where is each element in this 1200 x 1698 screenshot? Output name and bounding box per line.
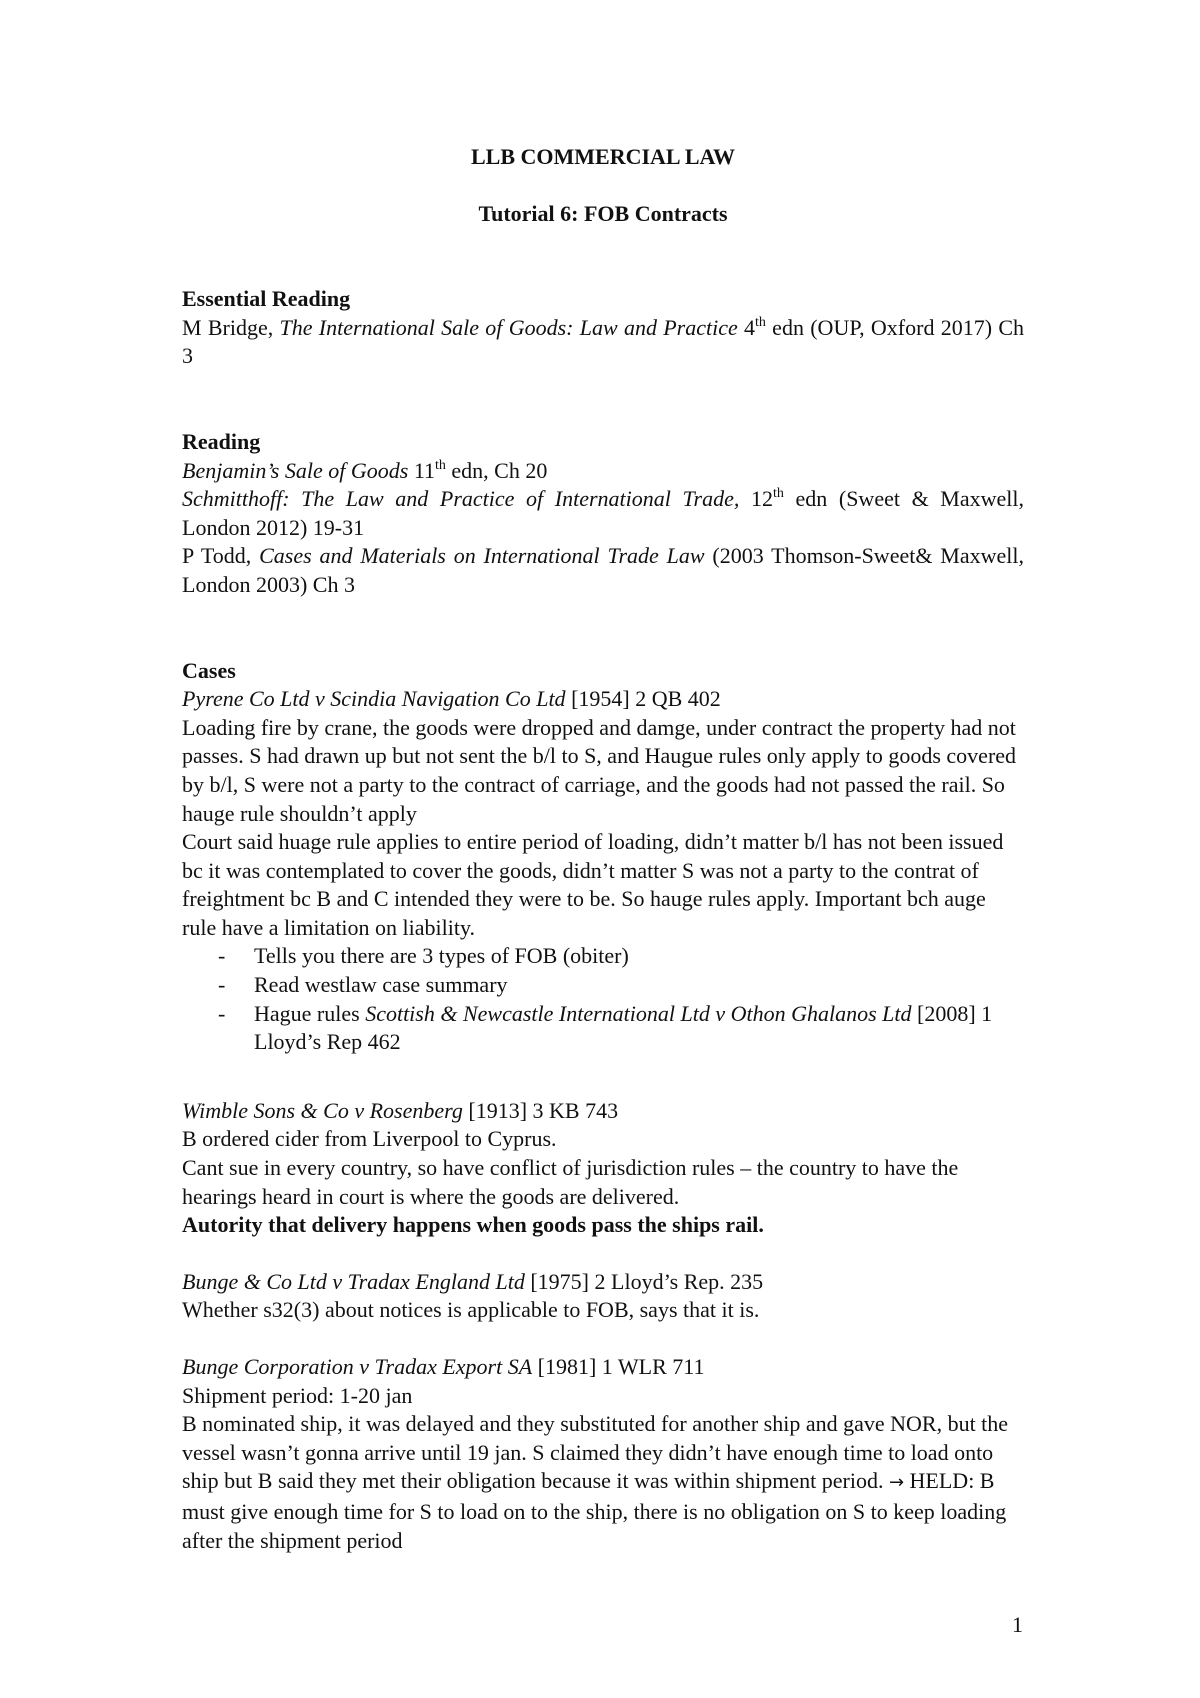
essential-reading-heading: Essential Reading [182,286,351,312]
case-name: Pyrene Co Ltd v Scindia Navigation Co Ltd [182,686,566,712]
cases-heading: Cases [182,657,236,683]
case-name: Wimble Sons & Co v Rosenberg [182,1097,463,1123]
list-item: - Tells you there are 3 types of FOB (obiter) [218,943,629,969]
case-note: B nominated ship, it was delayed and they substituted for another ship and gave NOR, but the vessel wasn’t gonna arrive until 19 jan. S claimed they didn’t have enough time to load onto ship but B said they met their obligation because it was within shipment period. → HELD: B must give enough time for S to load on to the ship, there is no obligation on S to keep loading after the shipment period [182,1411,1009,1553]
case-note: Shipment period: 1-20 jan [182,1382,413,1408]
case-citation: Bunge Corporation v Tradax Export SA [1981] 1 WLR 711 [182,1354,705,1379]
case-note: Cant sue in every country, so have conflict of jurisdiction rules – the country to have the hearings heard in court is where the goods are delivered. [182,1155,959,1209]
tutorial-title: Tutorial 6: FOB Contracts [478,200,728,226]
case-note: Court said huage rule applies to entire period of loading, didn’t matter b/l has not been issued bc it was contemplated to cover the goods, didn’t matter S was not a party to the contrat of freightment bc B and C intended they were to be. So hauge rules apply. Important bch auge rule have a limitation on liability. [182,829,1004,940]
reading-item: Benjamin’s Sale of Goods 11th edn, Ch 20 [182,457,548,483]
document-title: LLB COMMERCIAL LAW [470,144,736,169]
page-number: 1 [1012,1612,1023,1637]
case-citation: Pyrene Co Ltd v Scindia Navigation Co Ltd [1954] 2 QB 402 [182,686,721,712]
case-bullet-list [182,942,1024,1056]
case-note: B ordered cider from Liverpool to Cyprus. [182,1126,557,1152]
reading-item: Schmitthoff: The Law and Practice of International Trade, 12th edn (Sweet & Maxwell, London 2012) 19-31 [182,486,1025,540]
reading-heading: Reading [182,428,261,454]
reading-item: P Todd, Cases and Materials on International Trade Law (2003 Thomson-Sweet& Maxwell, London 2003) Ch 3 [182,543,1024,597]
case-name: Bunge Corporation v Tradax Export SA [182,1354,533,1379]
case-citation: Wimble Sons & Co v Rosenberg [1913] 3 KB 743 [182,1097,619,1123]
list-item: - Hague rules Scottish & Newcastle International Ltd v Othon Ghalanos Ltd [2008] 1 Lloyd’s Rep 462 [218,1000,993,1055]
case-note: Whether s32(3) about notices is applicable to FOB, says that it is. [182,1297,760,1323]
case-holding: Autority that delivery happens when goods pass the ships rail. [182,1212,764,1238]
case-name: Bunge & Co Ltd v Tradax England Ltd [182,1268,525,1294]
case-citation: Bunge & Co Ltd v Tradax England Ltd [1975] 2 Lloyd’s Rep. 235 [182,1268,764,1294]
book-title: The International Sale of Goods: Law and Practice [279,314,738,340]
list-item: - Read westlaw case summary [218,972,508,998]
right-arrow-icon: → [888,1472,905,1494]
page-content [182,143,1024,1555]
essential-reading-item: M Bridge, The International Sale of Goods: Law and Practice 4th edn (OUP, Oxford 2017) Ch 3 [182,314,1024,369]
case-note: Loading fire by crane, the goods were dropped and damge, under contract the property had not passes. S had drawn up but not sent the b/l to S, and Haugue rules only apply to goods covered by b/l, S were not a party to the contract of carriage, and the goods had not passed the rail. So hauge rule shouldn’t apply [182,714,1017,826]
